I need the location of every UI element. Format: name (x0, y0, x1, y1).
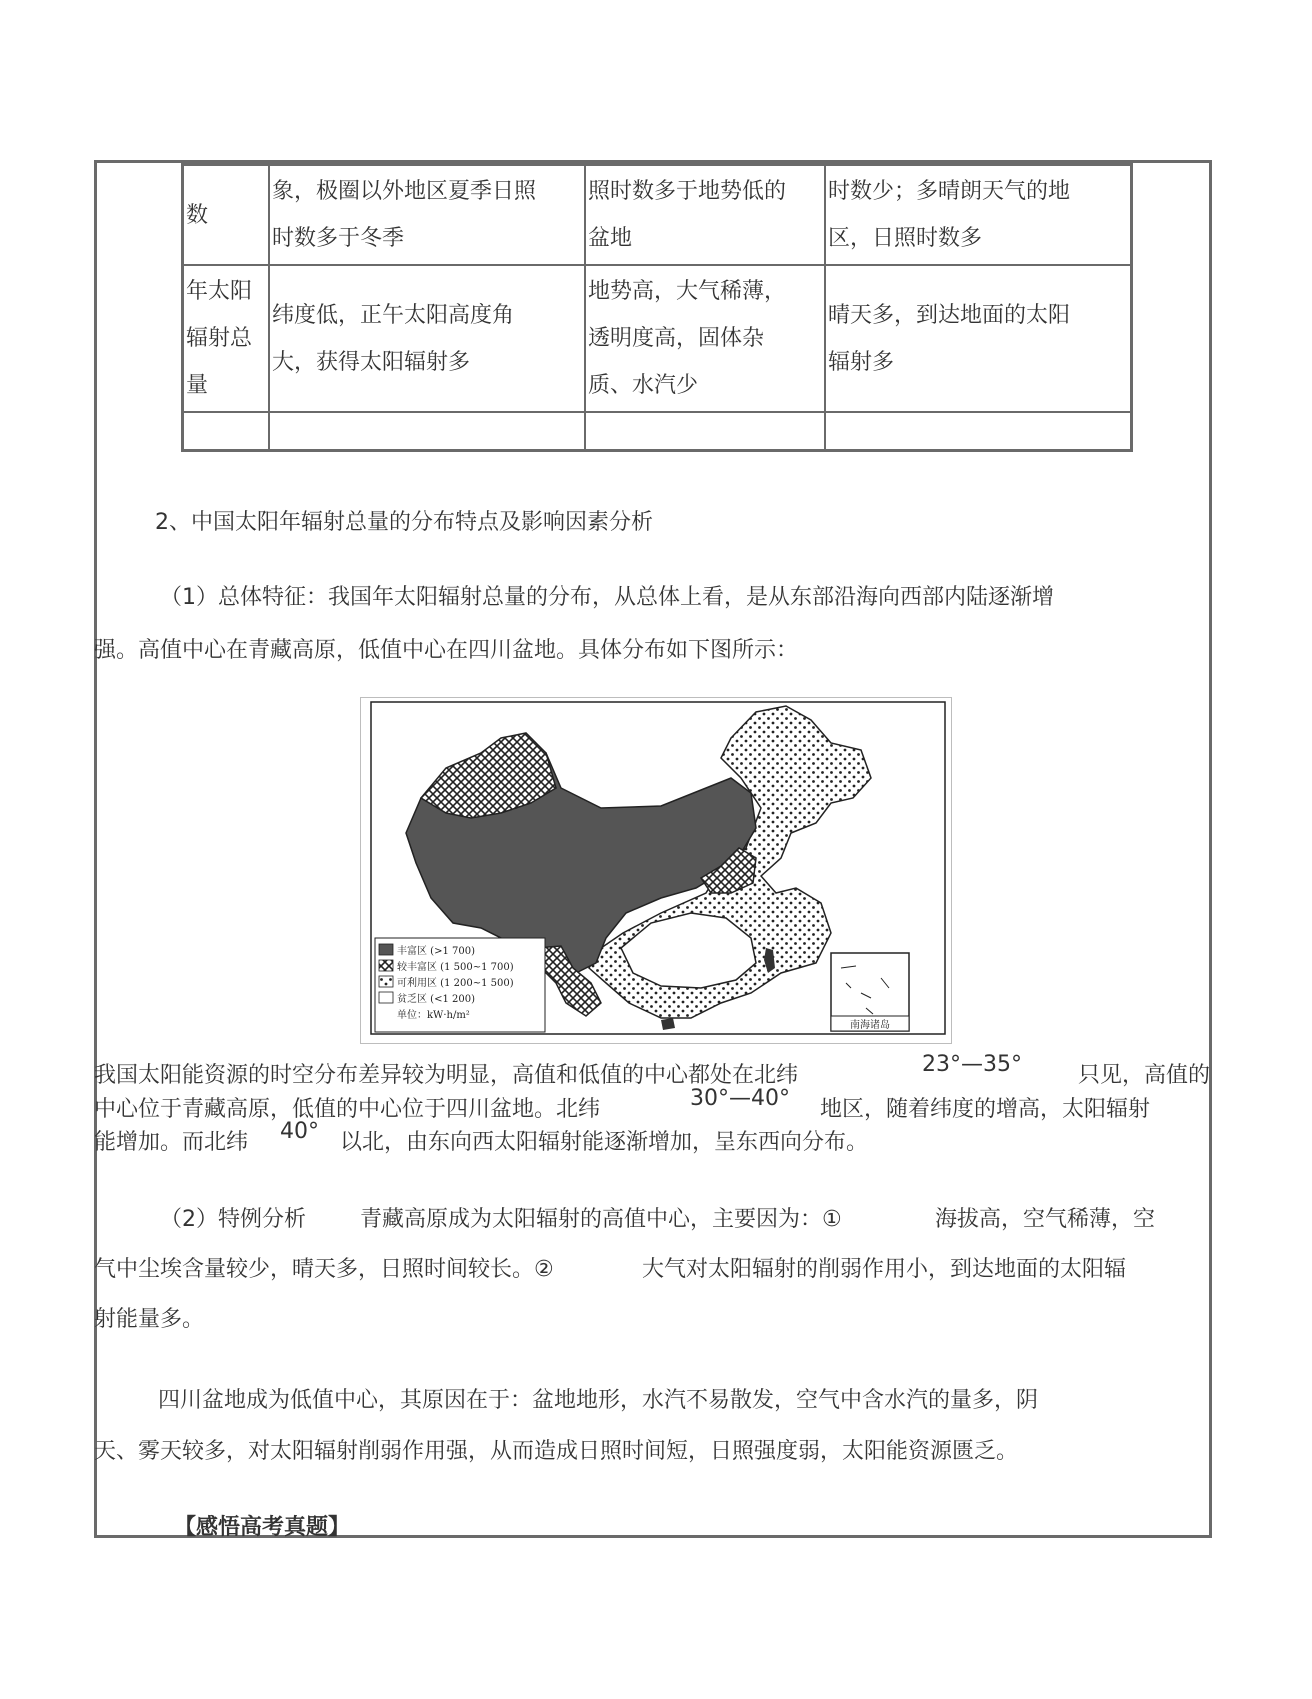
text-segment: 能增加。而北纬 (94, 1130, 249, 1155)
text-segment: 大气对太阳辐射的削弱作用小，到达地面的太阳辐 (642, 1257, 1127, 1282)
hainan-island (661, 1018, 675, 1030)
text-segment: 射能量多。 (94, 1307, 205, 1332)
legend-unit: 单位：kW·h/m² (397, 1010, 470, 1021)
paragraph-line: 天、雾天较多，对太阳辐射削弱作用强，从而造成日照时间短，日照强度弱，太阳能资源匮乏。 (94, 1439, 1019, 1464)
text-segment: 青藏高原成为太阳辐射的高值中心，主要因为：① (360, 1207, 842, 1232)
table-cell: 照时数多于地势低的 盆地 (585, 165, 825, 266)
table-cell: 地势高，大气稀薄， 透明度高，固体杂 质、水汽少 (585, 265, 825, 412)
table-cell (183, 412, 270, 451)
latitude-range: 23°—35° (922, 1052, 1022, 1077)
factors-table (181, 163, 1133, 452)
text-segment: 我国太阳能资源的时空分布差异较为明显，高值和低值的中心都处在北纬 (94, 1063, 799, 1088)
table-cell (825, 412, 1132, 451)
section-heading: 2、中国太阳年辐射总量的分布特点及影响因素分析 (155, 510, 653, 535)
text-segment: 气中尘埃含量较少，晴天多，日照时间较长。② (94, 1257, 554, 1282)
legend-item: 丰富区 (>1 700) (397, 946, 475, 957)
table-cell: 纬度低，正午太阳高度角 大，获得太阳辐射多 (269, 265, 585, 412)
paragraph-line: 强。高值中心在青藏高原，低值中心在四川盆地。具体分布如下图所示： (94, 638, 799, 663)
text-segment: 只见，高值的 (1078, 1063, 1211, 1088)
legend-item: 较丰富区 (1 500~1 700) (397, 962, 514, 973)
table-cell (585, 412, 825, 451)
text-segment: 以北，由东向西太阳辐射能逐渐增加，呈东西向分布。 (340, 1130, 869, 1155)
table-row (183, 165, 1132, 266)
paragraph-line: 四川盆地成为低值中心，其原因在于：盆地地形，水汽不易散发，空气中含水汽的量多，阴 (158, 1388, 1039, 1413)
subheading: （2）特例分析 (160, 1207, 306, 1232)
china-map-figure (361, 698, 951, 1043)
table-cell: 晴天多，到达地面的太阳 辐射多 (825, 265, 1132, 412)
table-row (183, 265, 1132, 412)
legend-item: 可利用区 (1 200~1 500) (397, 978, 514, 989)
text-segment: 地区，随着纬度的增高，太阳辐射 (820, 1097, 1151, 1122)
inset-label: 南海诸岛 (850, 1020, 890, 1031)
table-cell: 时数少；多晴朗天气的地 区，日照时数多 (825, 165, 1132, 266)
latitude-range: 30°—40° (690, 1086, 790, 1111)
section-title: 【感悟高考真题】 (174, 1515, 351, 1540)
latitude-value: 40° (280, 1119, 319, 1144)
text-segment: 中心位于青藏高原，低值的中心位于四川盆地。北纬 (94, 1097, 601, 1122)
paragraph-line: （1）总体特征：我国年太阳辐射总量的分布，从总体上看，是从东部沿海向西部内陆逐渐增 (160, 585, 1055, 610)
table-cell: 数 (183, 165, 270, 266)
table-cell: 年太阳 辐射总 量 (183, 265, 270, 412)
solar-radiation-map (360, 697, 952, 1044)
text-segment: 海拔高，空气稀薄，空 (935, 1207, 1156, 1232)
table-row (183, 412, 1132, 451)
table-cell (269, 412, 585, 451)
table-cell: 象，极圈以外地区夏季日照 时数多于冬季 (269, 165, 585, 266)
legend-item: 贫乏区 (<1 200) (397, 994, 475, 1005)
